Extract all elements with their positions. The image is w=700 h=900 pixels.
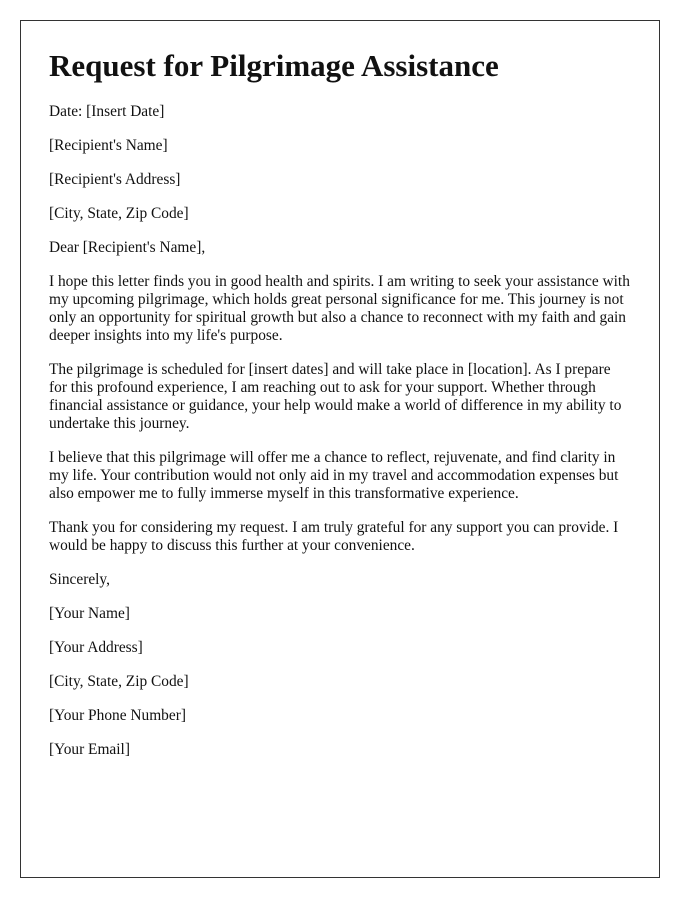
body-paragraph-purpose: I believe that this pilgrimage will offer me a chance to reflect, rejuvenate, and find clarity in my life. Your contribution would not only aid in my travel and accommodation expenses but also empower me to fully immerse myself in this transformative experience. <box>49 449 619 503</box>
body-paragraph-schedule: The pilgrimage is scheduled for [insert dates] and will take place in [location]. As I prepare for this profound experience, I am reaching out to ask for your support. Whether through financial assistance or guidance, your help would make a world of difference in my ability to undertake this journey. <box>49 361 622 433</box>
body-paragraph-thanks: Thank you for considering my request. I am truly grateful for any support you can provide. I would be happy to discuss this further at your convenience. <box>49 519 619 555</box>
salutation: Dear [Recipient's Name], <box>49 239 206 257</box>
recipient-address: [Recipient's Address] <box>49 171 181 189</box>
sender-name: [Your Name] <box>49 605 130 623</box>
sender-city-state-zip: [City, State, Zip Code] <box>49 673 189 691</box>
recipient-city-state-zip: [City, State, Zip Code] <box>49 205 189 223</box>
date-line: Date: [Insert Date] <box>49 103 165 121</box>
recipient-name: [Recipient's Name] <box>49 137 168 155</box>
sender-address: [Your Address] <box>49 639 143 657</box>
letter-page <box>20 20 660 878</box>
letter-title: Request for Pilgrimage Assistance <box>49 48 499 83</box>
body-paragraph-intro: I hope this letter finds you in good health and spirits. I am writing to seek your assistance with my upcoming pilgrimage, which holds great personal significance for me. This journey is not only an opportunity for spiritual growth but also a chance to reconnect with my faith and gain deeper insights into my life's purpose. <box>49 273 630 345</box>
sender-phone: [Your Phone Number] <box>49 707 186 725</box>
closing: Sincerely, <box>49 571 110 589</box>
sender-email: [Your Email] <box>49 741 130 759</box>
